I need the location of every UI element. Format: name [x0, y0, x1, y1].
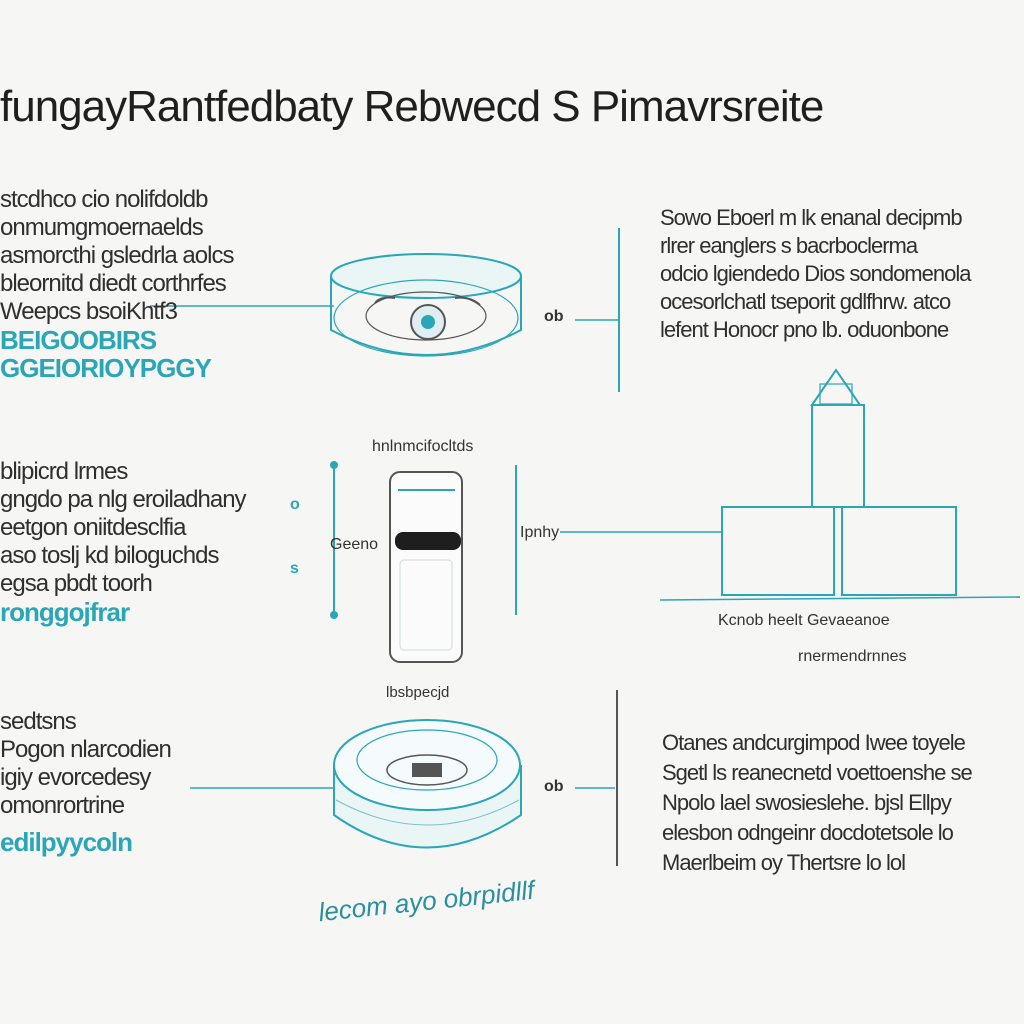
building-diagram [660, 370, 1020, 600]
text-block-left-3 [0, 708, 171, 856]
marker-dot: o [290, 496, 300, 513]
bottom-device-caption: lecom ayo obrpidllf [316, 874, 536, 928]
building-subcaption: rnermendrnnes [798, 648, 907, 665]
text-line: egsa pbdt toorh [0, 570, 152, 597]
text-line: Pogon nlarcodien [0, 736, 171, 763]
accent-line: ronggojfrar [0, 597, 130, 627]
text-block-right-3 [662, 728, 972, 878]
text-block-right-1 [660, 204, 970, 344]
text-line: Sowo Eboerl m lk enanal decipmb [660, 205, 962, 230]
marker-dot: s [290, 560, 299, 577]
round-device-top [331, 254, 521, 356]
text-line: lefent Honocr pno lb. oduonbone [660, 317, 949, 342]
text-line: Weepcs bsoiKhtf3 [0, 298, 177, 325]
text-line: Otanes andcurgimpod Iwee toyele [662, 730, 965, 755]
text-line: gngdo pa nlg eroiladhany [0, 486, 246, 513]
text-line: Npolo lael swosieslehe. bjsl Ellpy [662, 790, 951, 815]
text-line: Sgetl ls reanecnetd voettoenshe se [662, 760, 972, 785]
accent-line: BEIGOOBIRS [0, 325, 157, 355]
text-line: aso toslj kd biloguchds [0, 542, 219, 569]
text-line: igiy evorcedesy [0, 764, 151, 791]
text-line: asmorcthi gsledrla aolcs [0, 242, 234, 269]
building-caption: Kcnob heelt Gevaeanoe [718, 612, 890, 629]
text-block-left-1 [0, 186, 233, 382]
text-line: bleornitd diedt corthrfes [0, 270, 226, 297]
round-device-bottom [334, 720, 521, 848]
text-line: onmumgmoernaelds [0, 214, 203, 241]
mid-bottom-label: lbsbpecjd [386, 684, 450, 701]
text-line: elesbon odngeinr docdotetsole lo [662, 820, 953, 845]
rail-left-bottom-dot [330, 611, 338, 619]
text-line: ocesorlchatl tseporit gdlfhrw. atco [660, 289, 951, 314]
text-line: Maerlbeim oy Thertsre lo lol [662, 850, 906, 875]
cylinder-top-label: hnlnmcifocltds [372, 438, 474, 455]
text-block-left-2 [0, 458, 246, 626]
diagram-title: fungayRantfedbaty Rebwecd S Pimavrsreite [0, 82, 824, 131]
cylinder-right-label: Ipnhy [520, 524, 560, 541]
accent-line: GGEIORIOYPGGY [0, 353, 211, 383]
tag-label: ob [544, 778, 564, 795]
text-line: sedtsns [0, 708, 76, 735]
tag-label: ob [544, 308, 564, 325]
cylinder-left-label: Geeno [330, 536, 379, 553]
text-line: blipicrd lrmes [0, 458, 128, 485]
rail-left-top-dot [330, 461, 338, 469]
text-line: eetgon oniitdesclfia [0, 514, 186, 541]
text-line: rlrer eanglers s bacrboclerma [660, 233, 918, 258]
text-line: stcdhco cio nolifdoldb [0, 186, 208, 213]
text-line: omonrortrine [0, 792, 125, 819]
cylinder-device [390, 472, 462, 662]
text-line: odcio lgiendedo Dios sondomenola [660, 261, 971, 286]
accent-line: edilpyycoln [0, 827, 133, 857]
